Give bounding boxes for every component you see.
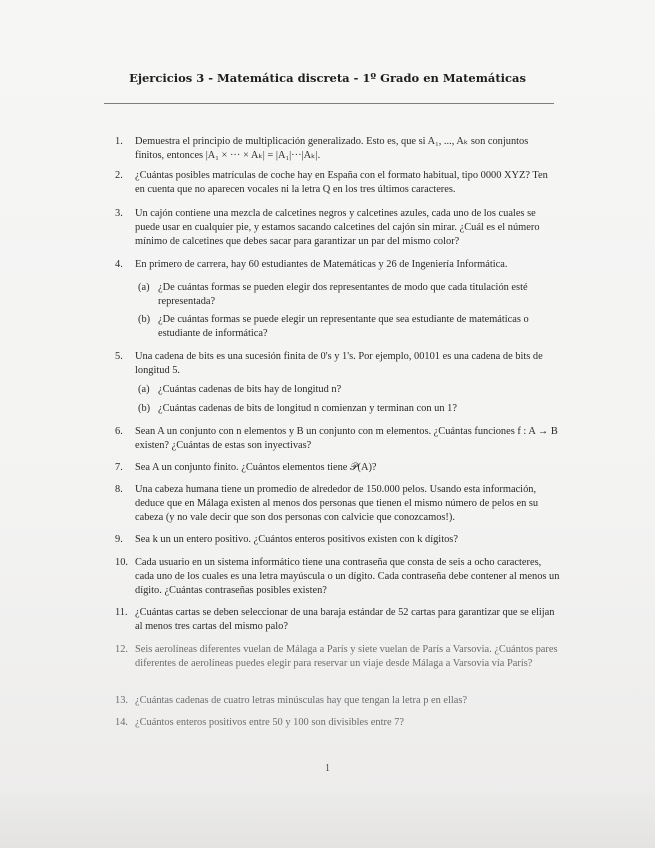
item-label: (b) <box>138 314 151 325</box>
exercise-text: ¿Cuántas cadenas de cuatro letras minúsculas hay que tengan la letra p en ellas? <box>135 695 468 706</box>
exercise-4-item-b <box>138 313 558 341</box>
exercise-text: Sea k un un entero positivo. ¿Cuántos enteros positivos existen con k dígitos? <box>135 534 458 545</box>
item-text: ¿Cuántas cadenas de bits hay de longitud n? <box>158 384 342 395</box>
exercise-number: 4. <box>115 259 123 270</box>
exercise-number: 3. <box>115 208 123 219</box>
exercise-11 <box>115 606 560 634</box>
page-bottom-margin <box>0 790 655 848</box>
exercise-text: Sea A un conjunto finito. ¿Cuántos elementos tiene 𝒫(A)? <box>135 462 377 473</box>
exercise-14 <box>115 716 560 730</box>
exercise-13 <box>115 694 560 708</box>
item-label: (b) <box>138 403 151 414</box>
page-title: Ejercicios 3 - Matemática discreta - 1º Grado en Matemáticas <box>129 71 526 85</box>
exercise-text: ¿Cuántas cartas se deben seleccionar de una baraja estándar de 52 cartas para garantizar que se elijan al menos tres cartas del mismo palo? <box>135 607 555 632</box>
exercise-5-item-b <box>138 402 558 416</box>
exercise-1 <box>115 135 560 163</box>
exercise-number: 12. <box>115 644 128 655</box>
exercise-text: Sean A un conjunto con n elementos y B un conjunto con m elementos. ¿Cuántas funciones f : A → B existen? ¿Cuántas de estas son inyectivas? <box>135 426 558 451</box>
exercise-number: 1. <box>115 136 123 147</box>
exercise-2 <box>115 169 560 197</box>
exercise-number: 2. <box>115 170 123 181</box>
exercise-number: 6. <box>115 426 123 437</box>
item-text: ¿De cuántas formas se pueden elegir dos representantes de modo que cada titulación esté representada? <box>158 282 528 307</box>
exercise-number: 11. <box>115 607 128 618</box>
exercise-number: 10. <box>115 557 128 568</box>
exercise-number: 13. <box>115 695 128 706</box>
exercise-10 <box>115 556 560 598</box>
exercise-12 <box>115 643 560 671</box>
item-text: ¿Cuántas cadenas de bits de longitud n comienzan y terminan con un 1? <box>158 403 457 414</box>
exercise-text: Seis aerolíneas diferentes vuelan de Málaga a París y siete vuelan de París a Varsovia. ¿Cuántos pares diferentes de aerolíneas puedes elegir para reservar un viaje desde Málaga a Varsovia vía París? <box>135 644 558 669</box>
exercise-4-item-a <box>138 281 558 309</box>
exercise-9 <box>115 533 560 547</box>
exercise-text: En primero de carrera, hay 60 estudiantes de Matemáticas y 26 de Ingeniería Informática. <box>135 259 508 270</box>
exercise-8 <box>115 483 560 525</box>
exercise-5 <box>115 350 560 378</box>
exercise-number: 9. <box>115 534 123 545</box>
exercise-7 <box>115 461 560 475</box>
exercise-number: 5. <box>115 351 123 362</box>
exercise-4 <box>115 258 560 272</box>
exercise-text: ¿Cuántas posibles matrículas de coche hay en España con el formato habitual, tipo 0000 XYZ? Ten en cuenta que no aparecen vocales ni la letra Q en los tres últimos caracteres. <box>135 170 548 195</box>
title-divider <box>104 103 554 104</box>
item-text: ¿De cuántas formas se puede elegir un representante que sea estudiante de matemáticas o estudiante de informática? <box>158 314 529 339</box>
exercise-5-item-a <box>138 383 558 397</box>
exercise-text: Una cadena de bits es una sucesión finita de 0's y 1's. Por ejemplo, 00101 es una cadena de bits de longitud 5. <box>135 351 543 376</box>
exercise-number: 8. <box>115 484 123 495</box>
exercise-number: 7. <box>115 462 123 473</box>
page-number: 1 <box>325 763 330 774</box>
exercise-text: Cada usuario en un sistema informático tiene una contraseña que consta de seis a ocho caracteres, cada uno de los cuales es una letra mayúscula o un dígito. Cada contraseña debe contener al menos un dígito. ¿Cuántas contraseñas posibles existen? <box>135 557 560 596</box>
exercise-text: Un cajón contiene una mezcla de calcetines negros y calcetines azules, cada uno de los cuales se puede usar en cualquier pie, y estamos sacando calcetines del cajón sin mirar. ¿Cuál es el número mínimo de calcetines que debes sacar para garantizar un par del mismo color? <box>135 208 540 247</box>
exercise-text: Una cabeza humana tiene un promedio de alrededor de 150.000 pelos. Usando esta información, deduce que en Málaga existen al menos dos personas que tienen el mismo número de pelos en su cabeza (y no vale decir que son dos personas con calvicie que conozcamos!). <box>135 484 539 523</box>
exercise-3 <box>115 207 560 249</box>
exercise-text: ¿Cuántos enteros positivos entre 50 y 100 son divisibles entre 7? <box>135 717 404 728</box>
exercise-number: 14. <box>115 717 128 728</box>
item-label: (a) <box>138 282 150 293</box>
exercise-6 <box>115 425 560 453</box>
exercise-text: Demuestra el principio de multiplicación generalizado. Esto es, que si A₁, ..., Aₖ son conjuntos finitos, entonces |A₁ × ··· × Aₖ| = |A₁|···|Aₖ|. <box>135 136 529 161</box>
item-label: (a) <box>138 384 150 395</box>
